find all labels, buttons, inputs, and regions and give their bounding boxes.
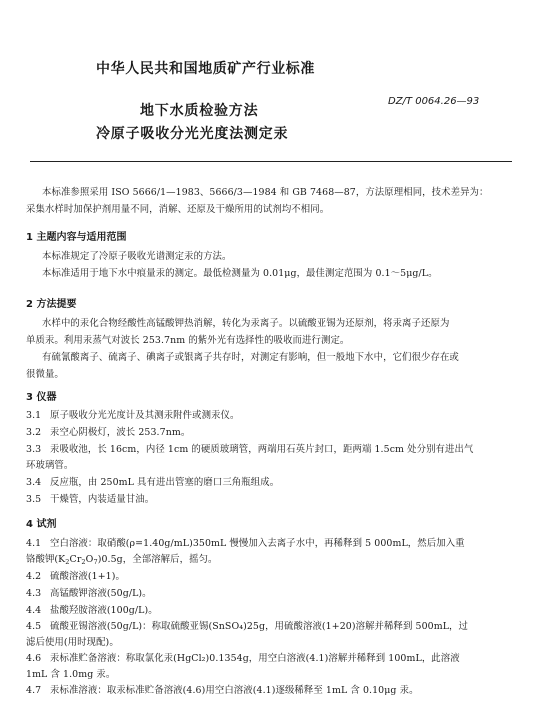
section-2-para2-line2: 很微量。 [26,369,64,380]
section-1-para2: 本标准适用于地下水中痕量汞的测定。最低检测量为 0.01μg，最佳测定范围为 0.1～5μg/L。 [42,268,438,279]
item-number: 4.1 [26,538,42,549]
item-text: 干燥管，内装适量甘油。 [50,494,155,505]
list-item [26,587,152,600]
item-number: 4.4 [26,605,42,616]
item-text: 原子吸收分光光度计及其测汞附件或测汞仪。 [50,410,240,421]
item-continuation: 铬酸钾$(K_2Cr_2O_7)0.5g$，全部溶解后，摇匀。 [26,554,218,566]
item-text: 汞吸收池，长 16cm，内径 1cm 的硬质玻璃管，两端用石英片封口，距两端 1.5cm 处分别有进出气 [50,444,474,455]
item-text: 盐酸羟胺溶液(100g/L)。 [50,605,158,616]
header-divider [30,161,512,162]
item-text: 硫酸溶液(1+1)。 [50,571,125,582]
item-text: 高锰酸钾溶液(50g/L)。 [50,588,152,599]
org-title: 中华人民共和国地质矿产行业标准 [96,61,315,77]
section-1-para1: 本标准规定了冷原子吸收光谱测定汞的方法。 [42,251,232,262]
list-item [26,409,240,422]
item-continuation: 滤后使用(用时现配)。 [26,637,119,648]
doc-code: DZ/T 0064.26—93 [388,96,480,107]
list-item [26,476,279,489]
item-continuation: 环玻璃管。 [26,460,74,471]
item-number: 3.5 [26,494,42,505]
intro-line2: 采集水样时加保护剂用量不同，消解、还原及干燥所用的试剂均不相同。 [26,204,330,215]
item-number: 3.3 [26,444,42,455]
item-number: 4.5 [26,621,42,632]
section-2-para2-line1: 有硫氰酸离子、硫离子、碘离子或银离子共存时，对测定有影响，但一般地下水中，它们很少存在或 [42,352,459,363]
item-number: 3.1 [26,410,42,421]
list-item [26,426,190,439]
section-4-heading: 4 试剂 [26,519,57,530]
item-number: 4.2 [26,571,42,582]
list-item [26,604,158,617]
item-number: 4.6 [26,653,42,664]
item-text: 汞标准贮备溶液：称取氯化汞(HgCl₂)0.1354g，用空白溶液(4.1)溶解并稀释到 100mL，此溶液 [50,653,460,664]
section-3-heading: 3 仪器 [26,392,57,403]
item-text: 空白溶液：取硝酸(ρ=1.40g/mL)350mL 慢慢加入去离子水中，再稀释到 5 000mL，然后加入重 [50,538,465,549]
item-number: 4.3 [26,588,42,599]
list-item [26,443,473,456]
doc-title-line1: 地下水质检验方法 [140,103,259,119]
section-2-heading: 2 方法提要 [26,299,77,310]
section-2-para1-line2: 单质汞。利用汞蒸气对波长 253.7nm 的紫外光有选择性的吸收而进行测定。 [26,335,350,346]
list-item [26,493,154,506]
list-item [26,684,419,697]
list-item [26,652,460,665]
section-2-para1-line1: 水样中的汞化合物经酸性高锰酸钾热消解，转化为汞离子。以硫酸亚锡为还原剂，将汞离子还原为 [42,318,450,329]
item-text: 汞标准溶液：取汞标准贮备溶液(4.6)用空白溶液(4.1)逐级稀释至 1mL 含 0.10μg 汞。 [50,685,419,696]
item-continuation: 1mL 含 1.0mg 汞。 [26,669,116,680]
item-number: 4.7 [26,685,42,696]
list-item [26,570,125,583]
item-number: 3.2 [26,427,42,438]
intro-line1: 本标准参照采用 ISO 5666/1—1983、5666/3—1984 和 GB 7468—87，方法原理相同，技术差异为： [42,187,489,198]
item-text: 汞空心阴极灯，波长 253.7nm。 [50,427,191,438]
item-text: 反应瓶，由 250mL 具有进出管塞的磨口三角瓶组成。 [50,477,280,488]
doc-title-line2: 冷原子吸收分光光度法测定汞 [96,126,289,142]
list-item [26,620,468,633]
list-item [26,537,465,550]
section-1-heading: 1 主题内容与适用范围 [26,232,127,243]
item-text: 硫酸亚锡溶液(50g/L)：称取硫酸亚锡(SnSO₄)25g，用硫酸溶液(1+20)溶解并稀释到 500mL，过 [50,621,468,632]
item-number: 3.4 [26,477,42,488]
